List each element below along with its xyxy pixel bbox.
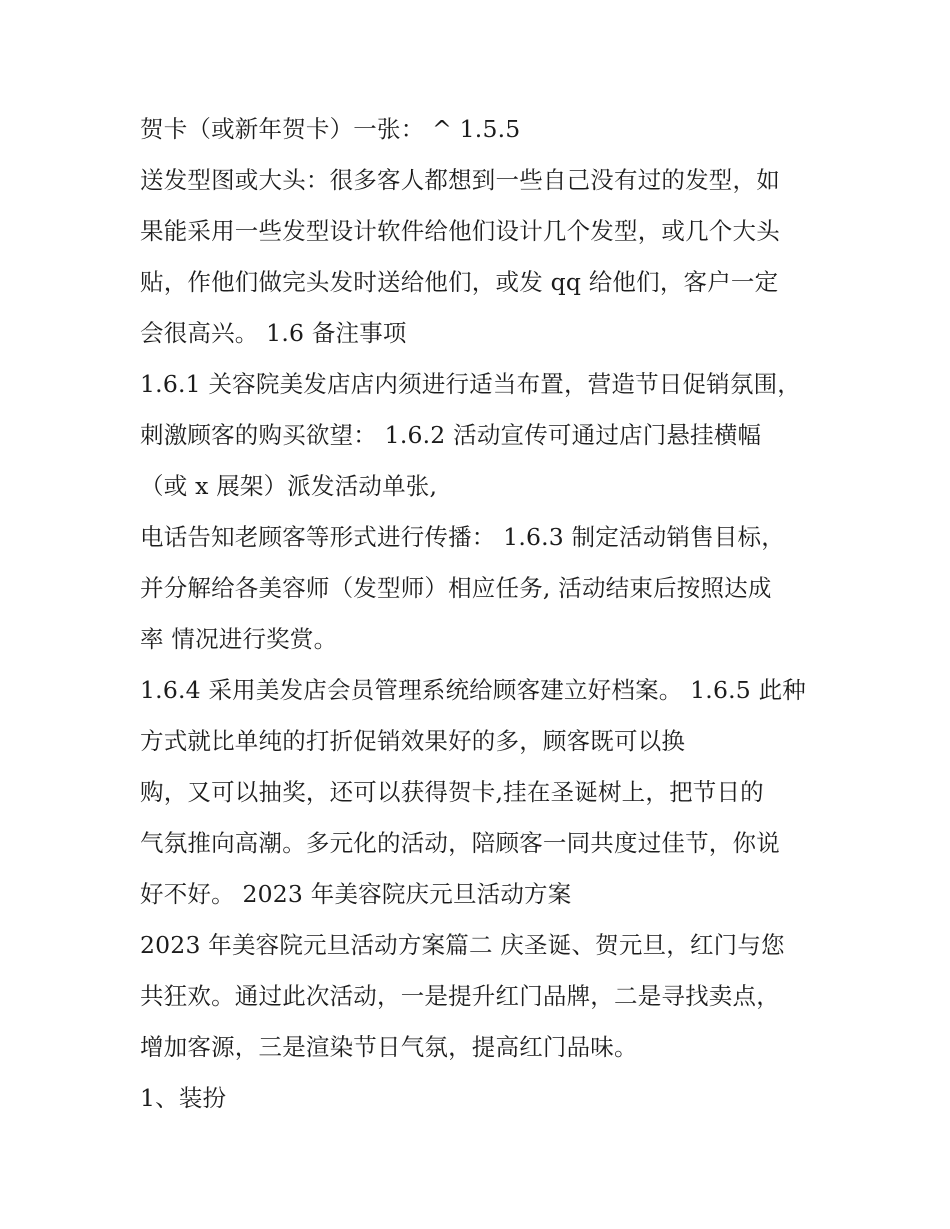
text-line: 气氛推向高潮。多元化的活动，陪顾客一同共度过佳节，你说 [140,829,780,857]
text-line: 1、装扮 [140,1084,227,1112]
text-line: 率 情况进行奖赏。 [140,625,338,653]
text-line: 贴，作他们做完头发时送给他们，或发 qq 给他们，客户一定 [140,268,779,296]
document-body [140,104,830,1124]
text-line: 共狂欢。通过此次活动，一是提升红门品牌，二是寻找卖点， [140,982,780,1010]
text-line: 购，又可以抽奖，还可以获得贺卡,挂在圣诞树上，把节日的 [140,778,764,806]
text-line: 增加客源，三是渲染节日气氛，提高红门品味。 [140,1033,638,1061]
text-line: 电话告知老顾客等形式进行传播： 1.6.3 制定活动销售目标， [140,523,785,551]
text-line: 方式就比单纯的打折促销效果好的多，顾客既可以换 [140,727,686,755]
text-line: 好不好。 2023 年美容院庆元旦活动方案 [140,880,572,908]
text-line: 贺卡（或新年贺卡）一张： ^ 1.5.5 [140,115,521,143]
text-line: 1.6.1 关容院美发店店内须进行适当布置，营造节日促销氛围， [140,370,801,398]
text-line: （或 x 展架）派发活动单张, [140,472,438,500]
text-line: 会很高兴。 1.6 备注事项 [140,319,407,347]
text-line: 送发型图或大头：很多客人都想到一些自己没有过的发型，如 [140,166,780,194]
text-line: 1.6.4 采用美发店会员管理系统给顾客建立好档案。 1.6.5 此种 [140,676,806,704]
text-line: 并分解给各美容师（发型师）相应任务, 活动结束后按照达成 [140,574,772,602]
text-line: 刺激顾客的购买欲望： 1.6.2 活动宣传可通过店门悬挂横幅 [140,421,762,449]
text-line: 果能采用一些发型设计软件给他们设计几个发型，或几个大头 [140,217,780,245]
text-line: 2023 年美容院元旦活动方案篇二 庆圣诞、贺元旦，红门与您 [140,931,785,959]
